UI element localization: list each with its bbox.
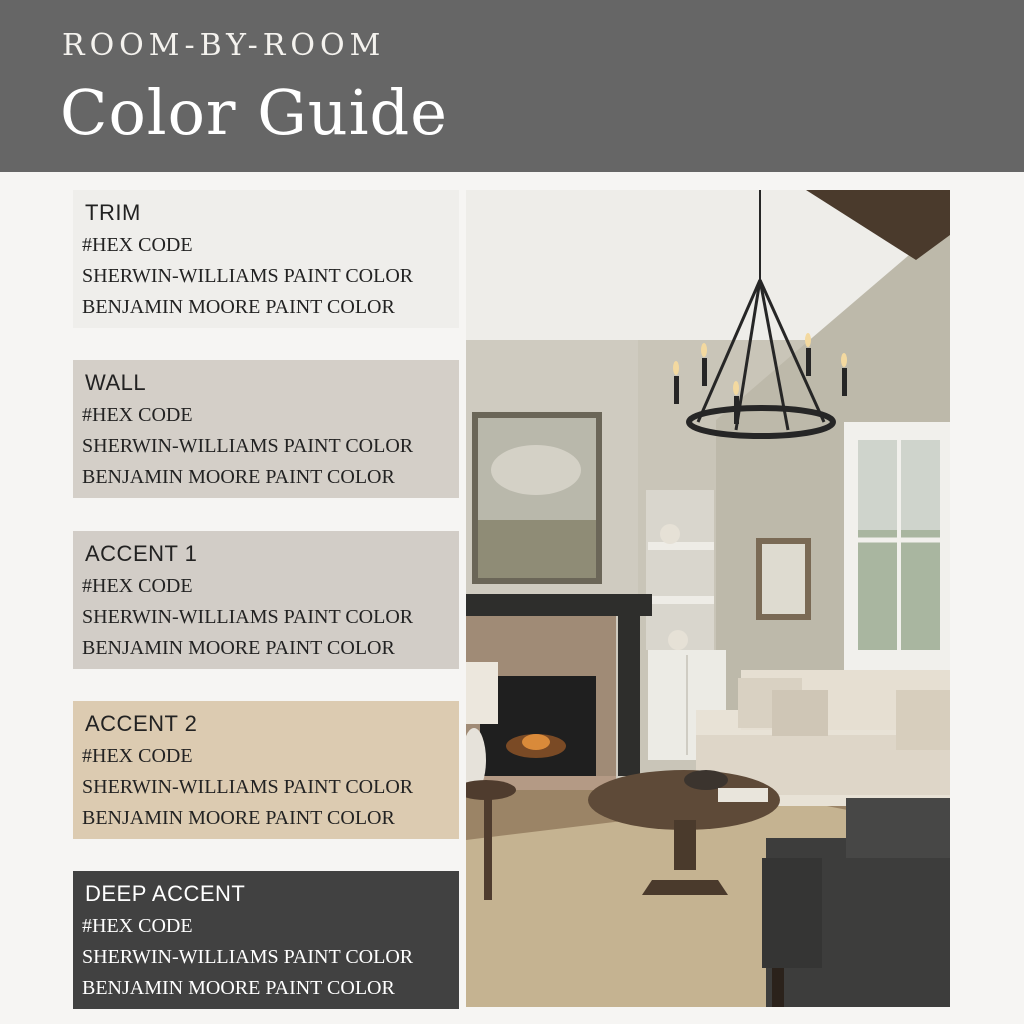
swatch-hex-code: #HEX CODE [82,745,193,767]
swatch-deep-accent [73,871,459,1009]
swatch-benjamin-moore: BENJAMIN MOORE PAINT COLOR [82,807,395,829]
swatch-hex-code: #HEX CODE [82,234,193,256]
swatch-name: DEEP ACCENT [85,881,246,906]
swatch-benjamin-moore: BENJAMIN MOORE PAINT COLOR [82,466,395,488]
swatch-hex-code: #HEX CODE [82,575,193,597]
header-banner [0,0,1024,172]
swatch-hex-code: #HEX CODE [82,915,193,937]
swatch-wall [73,360,459,498]
swatch-name: ACCENT 2 [85,711,198,736]
living-room-photo [466,190,950,1007]
swatch-name: WALL [85,370,147,395]
swatch-accent-2 [73,701,459,839]
swatch-hex-code: #HEX CODE [82,404,193,426]
swatch-sherwin-williams: SHERWIN-WILLIAMS PAINT COLOR [82,435,414,457]
swatch-sherwin-williams: SHERWIN-WILLIAMS PAINT COLOR [82,265,414,287]
swatch-name: ACCENT 1 [85,541,198,566]
swatch-name: TRIM [85,200,141,225]
swatch-sherwin-williams: SHERWIN-WILLIAMS PAINT COLOR [82,776,414,798]
swatch-benjamin-moore: BENJAMIN MOORE PAINT COLOR [82,977,395,999]
header-kicker: ROOM-BY-ROOM [62,28,386,63]
swatch-benjamin-moore: BENJAMIN MOORE PAINT COLOR [82,296,395,318]
swatch-sherwin-williams: SHERWIN-WILLIAMS PAINT COLOR [82,946,414,968]
swatch-trim [73,190,459,328]
swatch-benjamin-moore: BENJAMIN MOORE PAINT COLOR [82,637,395,659]
swatch-sherwin-williams: SHERWIN-WILLIAMS PAINT COLOR [82,606,414,628]
page-title: Color Guide [60,76,448,149]
swatch-accent-1 [73,531,459,669]
